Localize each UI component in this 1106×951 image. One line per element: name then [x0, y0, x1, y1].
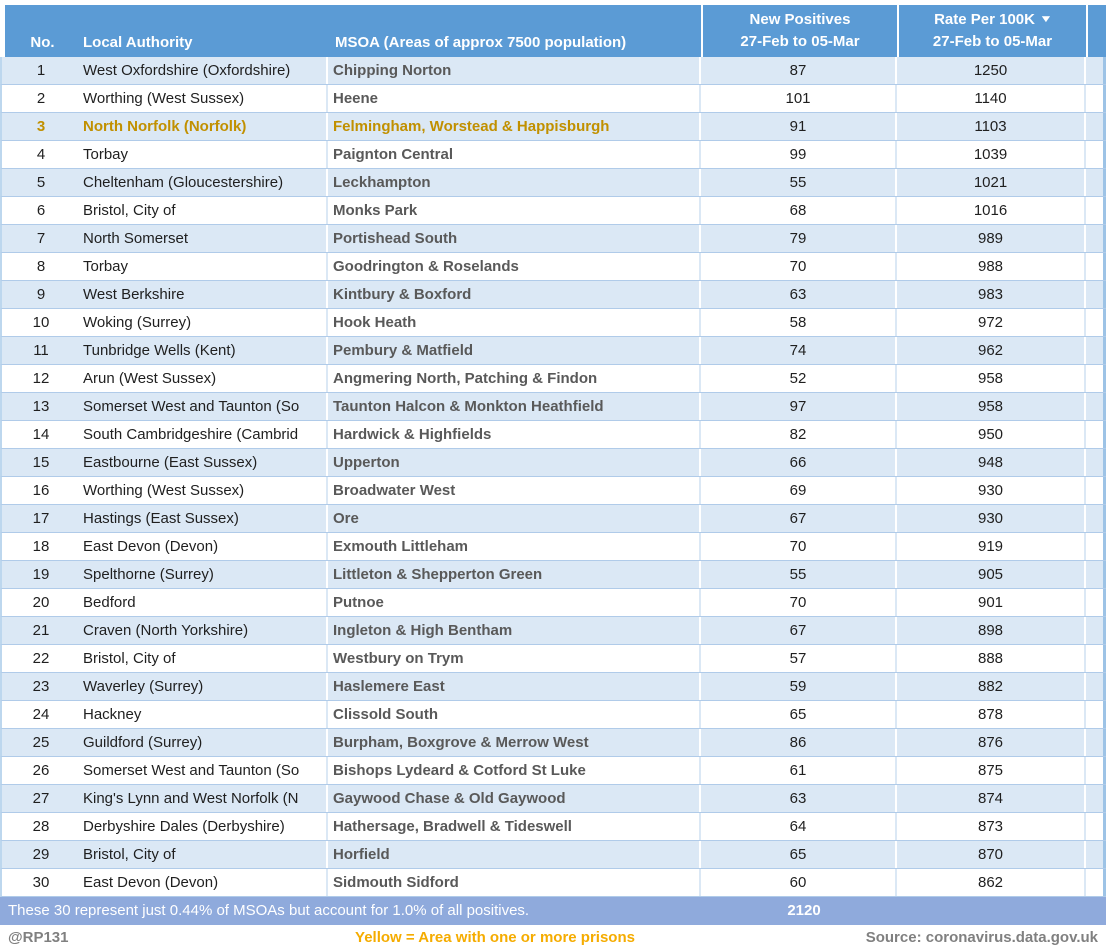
- local-authority-cell: Cheltenham (Gloucestershire): [80, 169, 328, 196]
- row-number-cell: 8: [36, 258, 46, 275]
- row-number-cell: 15: [32, 454, 50, 471]
- prison-legend: Yellow = Area with one or more prisons: [355, 929, 635, 946]
- row-edge-spacer: [1086, 505, 1106, 532]
- summary-text: These 30 represent just 0.44% of MSOAs but account for 1.0% of all positives.: [8, 902, 530, 919]
- table-row: [0, 365, 1106, 393]
- new-positives-cell: 55: [701, 561, 897, 588]
- rate-per-100k-cell: 876: [897, 729, 1086, 756]
- row-edge-spacer: [1086, 113, 1106, 140]
- local-authority-cell: West Berkshire: [80, 281, 328, 308]
- msoa-cell: Hathersage, Bradwell & Tideswell: [328, 813, 701, 840]
- local-authority-cell: Bristol, City of: [80, 197, 328, 224]
- new-positives-cell: 65: [701, 841, 897, 868]
- table-row: [0, 337, 1106, 365]
- msoa-cell: Upperton: [328, 449, 701, 476]
- row-number-cell: 30: [32, 874, 50, 891]
- rate-per-100k-cell: 862: [897, 869, 1086, 896]
- local-authority-cell: Torbay: [80, 253, 328, 280]
- table-row: [0, 421, 1106, 449]
- new-positives-cell: 70: [701, 253, 897, 280]
- local-authority-cell: East Devon (Devon): [80, 869, 328, 896]
- local-authority-cell: Waverley (Surrey): [80, 673, 328, 700]
- msoa-cell: Pembury & Matfield: [328, 337, 701, 364]
- row-number-cell: 16: [32, 482, 50, 499]
- row-edge-spacer: [1086, 281, 1106, 308]
- local-authority-cell: Bristol, City of: [80, 645, 328, 672]
- row-edge-spacer: [1086, 421, 1106, 448]
- rate-per-100k-cell: 1016: [897, 197, 1086, 224]
- msoa-cell: Heene: [328, 85, 701, 112]
- rate-per-100k-cell: 948: [897, 449, 1086, 476]
- rate-per-100k-cell: 1250: [897, 57, 1086, 84]
- table-row: [0, 253, 1106, 281]
- msoa-cell: Chipping Norton: [328, 57, 701, 84]
- new-positives-cell: 82: [701, 421, 897, 448]
- summary-bar: [0, 897, 1106, 925]
- data-source: Source: coronavirus.data.gov.uk: [865, 929, 1098, 946]
- rate-per-100k-cell: 873: [897, 813, 1086, 840]
- new-positives-cell: 67: [701, 505, 897, 532]
- row-number-cell: 5: [36, 174, 46, 191]
- new-positives-cell: 69: [701, 477, 897, 504]
- rate-per-100k-cell: 988: [897, 253, 1086, 280]
- table-row: [0, 645, 1106, 673]
- msoa-cell: Angmering North, Patching & Findon: [328, 365, 701, 392]
- table-row: [0, 561, 1106, 589]
- row-number-cell: 20: [32, 594, 50, 611]
- msoa-cell: Taunton Halcon & Monkton Heathfield: [328, 393, 701, 420]
- row-number-cell: 11: [33, 342, 49, 359]
- row-number-cell: 29: [32, 846, 50, 863]
- local-authority-cell: Torbay: [80, 141, 328, 168]
- local-authority-cell: Eastbourne (East Sussex): [80, 449, 328, 476]
- row-edge-spacer: [1086, 645, 1106, 672]
- header-no: [5, 5, 80, 57]
- local-authority-cell: King's Lynn and West Norfolk (N: [80, 785, 328, 812]
- row-edge-spacer: [1086, 841, 1106, 868]
- table-row: [0, 505, 1106, 533]
- header-local-authority: [80, 5, 330, 57]
- header-rate-line1: [899, 9, 1086, 31]
- new-positives-cell: 60: [701, 869, 897, 896]
- row-edge-spacer: [1086, 813, 1106, 840]
- rate-per-100k-cell: 972: [897, 309, 1086, 336]
- local-authority-cell: North Norfolk (Norfolk): [80, 113, 328, 140]
- row-edge-spacer: [1086, 701, 1106, 728]
- row-number-cell: 21: [32, 622, 50, 639]
- table-row: [0, 841, 1106, 869]
- row-number-cell: 28: [32, 818, 50, 835]
- row-number-cell: 18: [32, 538, 50, 555]
- msoa-cell: Sidmouth Sidford: [328, 869, 701, 896]
- table-row: [0, 813, 1106, 841]
- table-row: [0, 141, 1106, 169]
- row-edge-spacer: [1086, 337, 1106, 364]
- local-authority-cell: East Devon (Devon): [80, 533, 328, 560]
- new-positives-cell: 101: [701, 85, 897, 112]
- local-authority-cell: Woking (Surrey): [80, 309, 328, 336]
- msoa-cell: Ore: [328, 505, 701, 532]
- msoa-cell: Haslemere East: [328, 673, 701, 700]
- new-positives-cell: 79: [701, 225, 897, 252]
- table-row: [0, 729, 1106, 757]
- msoa-cell: Putnoe: [328, 589, 701, 616]
- rate-per-100k-cell: 958: [897, 365, 1086, 392]
- row-number-cell: 10: [32, 314, 50, 331]
- row-edge-spacer: [1086, 169, 1106, 196]
- local-authority-cell: Somerset West and Taunton (So: [80, 757, 328, 784]
- table-header-row: [5, 5, 1106, 57]
- row-number-cell: 9: [36, 286, 46, 303]
- row-edge-spacer: [1086, 253, 1106, 280]
- row-edge-spacer: [1086, 141, 1106, 168]
- header-new-positives-label: New Positives: [749, 11, 851, 28]
- msoa-cell: Monks Park: [328, 197, 701, 224]
- table-row: [0, 281, 1106, 309]
- msoa-cell: Horfield: [328, 841, 701, 868]
- header-rate-per-100k[interactable]: [899, 5, 1088, 57]
- row-edge-spacer: [1086, 197, 1106, 224]
- row-edge-spacer: [1086, 85, 1106, 112]
- table-row: [0, 869, 1106, 897]
- local-authority-cell: North Somerset: [80, 225, 328, 252]
- rate-per-100k-cell: 950: [897, 421, 1086, 448]
- header-rate-daterange: 27-Feb to 05-Mar: [932, 33, 1053, 50]
- rate-per-100k-cell: 875: [897, 757, 1086, 784]
- local-authority-cell: Bedford: [80, 589, 328, 616]
- row-edge-spacer: [1086, 225, 1106, 252]
- table-row: [0, 309, 1106, 337]
- sort-descending-icon[interactable]: ▼: [1039, 14, 1053, 25]
- row-edge-spacer: [1086, 393, 1106, 420]
- rate-per-100k-cell: 962: [897, 337, 1086, 364]
- msoa-cell: Felmingham, Worstead & Happisburgh: [328, 113, 701, 140]
- new-positives-cell: 63: [701, 281, 897, 308]
- table-row: [0, 197, 1106, 225]
- new-positives-cell: 57: [701, 645, 897, 672]
- new-positives-cell: 70: [701, 533, 897, 560]
- local-authority-cell: Tunbridge Wells (Kent): [80, 337, 328, 364]
- new-positives-cell: 74: [701, 337, 897, 364]
- table-row: [0, 757, 1106, 785]
- rate-per-100k-cell: 989: [897, 225, 1086, 252]
- row-edge-spacer: [1086, 617, 1106, 644]
- table-body: [0, 57, 1106, 897]
- new-positives-cell: 70: [701, 589, 897, 616]
- row-number-cell: 14: [32, 426, 50, 443]
- new-positives-cell: 67: [701, 617, 897, 644]
- local-authority-cell: Hackney: [80, 701, 328, 728]
- msoa-cell: Leckhampton: [328, 169, 701, 196]
- row-number-cell: 17: [32, 510, 50, 527]
- local-authority-cell: Arun (West Sussex): [80, 365, 328, 392]
- table-row: [0, 393, 1106, 421]
- rate-per-100k-cell: 905: [897, 561, 1086, 588]
- row-number-cell: 27: [32, 790, 50, 807]
- rate-per-100k-cell: 901: [897, 589, 1086, 616]
- new-positives-cell: 91: [701, 113, 897, 140]
- row-number-cell: 26: [32, 762, 50, 779]
- msoa-cell: Littleton & Shepperton Green: [328, 561, 701, 588]
- rate-per-100k-cell: 930: [897, 477, 1086, 504]
- msoa-cell: Gaywood Chase & Old Gaywood: [328, 785, 701, 812]
- row-edge-spacer: [1086, 365, 1106, 392]
- header-edge-spacer: [1088, 5, 1106, 57]
- msoa-cell: Hook Heath: [328, 309, 701, 336]
- row-number-cell: 3: [36, 118, 46, 135]
- row-number-cell: 22: [32, 650, 50, 667]
- row-edge-spacer: [1086, 757, 1106, 784]
- table-row: [0, 113, 1106, 141]
- rate-per-100k-cell: 983: [897, 281, 1086, 308]
- new-positives-cell: 64: [701, 813, 897, 840]
- rate-per-100k-cell: 1021: [897, 169, 1086, 196]
- new-positives-cell: 65: [701, 701, 897, 728]
- new-positives-cell: 99: [701, 141, 897, 168]
- msoa-cell: Hardwick & Highfields: [328, 421, 701, 448]
- footnotes: [0, 925, 1106, 951]
- table-row: [0, 477, 1106, 505]
- rate-per-100k-cell: 930: [897, 505, 1086, 532]
- row-number-cell: 25: [32, 734, 50, 751]
- msoa-cell: Westbury on Trym: [328, 645, 701, 672]
- msoa-cell: Exmouth Littleham: [328, 533, 701, 560]
- row-number-cell: 12: [32, 370, 50, 387]
- new-positives-cell: 68: [701, 197, 897, 224]
- rate-per-100k-cell: 1039: [897, 141, 1086, 168]
- rate-per-100k-cell: 1140: [897, 85, 1086, 112]
- row-number-cell: 7: [36, 230, 46, 247]
- row-number-cell: 24: [32, 706, 50, 723]
- row-number-cell: 23: [32, 678, 50, 695]
- row-number-cell: 6: [36, 202, 46, 219]
- header-local-authority-label: Local Authority: [83, 34, 193, 51]
- table-row: [0, 617, 1106, 645]
- table-row: [0, 449, 1106, 477]
- local-authority-cell: Bristol, City of: [80, 841, 328, 868]
- rate-per-100k-cell: 958: [897, 393, 1086, 420]
- local-authority-cell: Worthing (West Sussex): [80, 477, 328, 504]
- rate-per-100k-cell: 919: [897, 533, 1086, 560]
- new-positives-cell: 63: [701, 785, 897, 812]
- rate-per-100k-cell: 870: [897, 841, 1086, 868]
- row-edge-spacer: [1086, 869, 1106, 896]
- table-row: [0, 589, 1106, 617]
- header-new-positives: [703, 5, 899, 57]
- table-row: [0, 169, 1106, 197]
- row-number-cell: 19: [32, 566, 50, 583]
- row-edge-spacer: [1086, 729, 1106, 756]
- header-new-positives-daterange: 27-Feb to 05-Mar: [740, 33, 860, 50]
- new-positives-cell: 87: [701, 57, 897, 84]
- author-handle: @RP131: [8, 929, 69, 946]
- local-authority-cell: Spelthorne (Surrey): [80, 561, 328, 588]
- table-row: [0, 225, 1106, 253]
- table-row: [0, 673, 1106, 701]
- msoa-cell: Ingleton & High Bentham: [328, 617, 701, 644]
- local-authority-cell: Worthing (West Sussex): [80, 85, 328, 112]
- summary-total-new-positives: 2120: [787, 902, 821, 919]
- msoa-cell: Portishead South: [328, 225, 701, 252]
- local-authority-cell: Derbyshire Dales (Derbyshire): [80, 813, 328, 840]
- new-positives-cell: 66: [701, 449, 897, 476]
- header-no-label: No.: [30, 34, 55, 51]
- rate-per-100k-cell: 1103: [897, 113, 1086, 140]
- local-authority-cell: Somerset West and Taunton (So: [80, 393, 328, 420]
- msoa-cell: Goodrington & Roselands: [328, 253, 701, 280]
- new-positives-cell: 59: [701, 673, 897, 700]
- rate-per-100k-cell: 882: [897, 673, 1086, 700]
- msoa-cell: Bishops Lydeard & Cotford St Luke: [328, 757, 701, 784]
- new-positives-cell: 61: [701, 757, 897, 784]
- header-msoa: [330, 5, 703, 57]
- msoa-cell: Kintbury & Boxford: [328, 281, 701, 308]
- table-row: [0, 701, 1106, 729]
- table-row: [0, 57, 1106, 85]
- table-row: [0, 85, 1106, 113]
- row-edge-spacer: [1086, 477, 1106, 504]
- local-authority-cell: West Oxfordshire (Oxfordshire): [80, 57, 328, 84]
- table-row: [0, 533, 1106, 561]
- row-edge-spacer: [1086, 561, 1106, 588]
- local-authority-cell: Guildford (Surrey): [80, 729, 328, 756]
- row-edge-spacer: [1086, 57, 1106, 84]
- new-positives-cell: 52: [701, 365, 897, 392]
- msoa-cell: Burpham, Boxgrove & Merrow West: [328, 729, 701, 756]
- rate-per-100k-cell: 898: [897, 617, 1086, 644]
- row-number-cell: 4: [36, 146, 46, 163]
- local-authority-cell: Hastings (East Sussex): [80, 505, 328, 532]
- header-rate-label: Rate Per 100K: [934, 11, 1035, 28]
- row-edge-spacer: [1086, 785, 1106, 812]
- row-edge-spacer: [1086, 533, 1106, 560]
- row-number-cell: 1: [36, 62, 46, 79]
- new-positives-cell: 86: [701, 729, 897, 756]
- row-edge-spacer: [1086, 589, 1106, 616]
- row-number-cell: 13: [32, 398, 50, 415]
- msoa-cell: Broadwater West: [328, 477, 701, 504]
- rate-per-100k-cell: 878: [897, 701, 1086, 728]
- table-row: [0, 785, 1106, 813]
- rate-per-100k-cell: 888: [897, 645, 1086, 672]
- rate-per-100k-cell: 874: [897, 785, 1086, 812]
- row-edge-spacer: [1086, 673, 1106, 700]
- new-positives-cell: 97: [701, 393, 897, 420]
- row-edge-spacer: [1086, 309, 1106, 336]
- msoa-cell: Paignton Central: [328, 141, 701, 168]
- msoa-cell: Clissold South: [328, 701, 701, 728]
- new-positives-cell: 58: [701, 309, 897, 336]
- new-positives-cell: 55: [701, 169, 897, 196]
- local-authority-cell: Craven (North Yorkshire): [80, 617, 328, 644]
- local-authority-cell: South Cambridgeshire (Cambrid: [80, 421, 328, 448]
- header-msoa-label: MSOA (Areas of approx 7500 population): [335, 34, 627, 51]
- row-number-cell: 2: [36, 90, 46, 107]
- row-edge-spacer: [1086, 449, 1106, 476]
